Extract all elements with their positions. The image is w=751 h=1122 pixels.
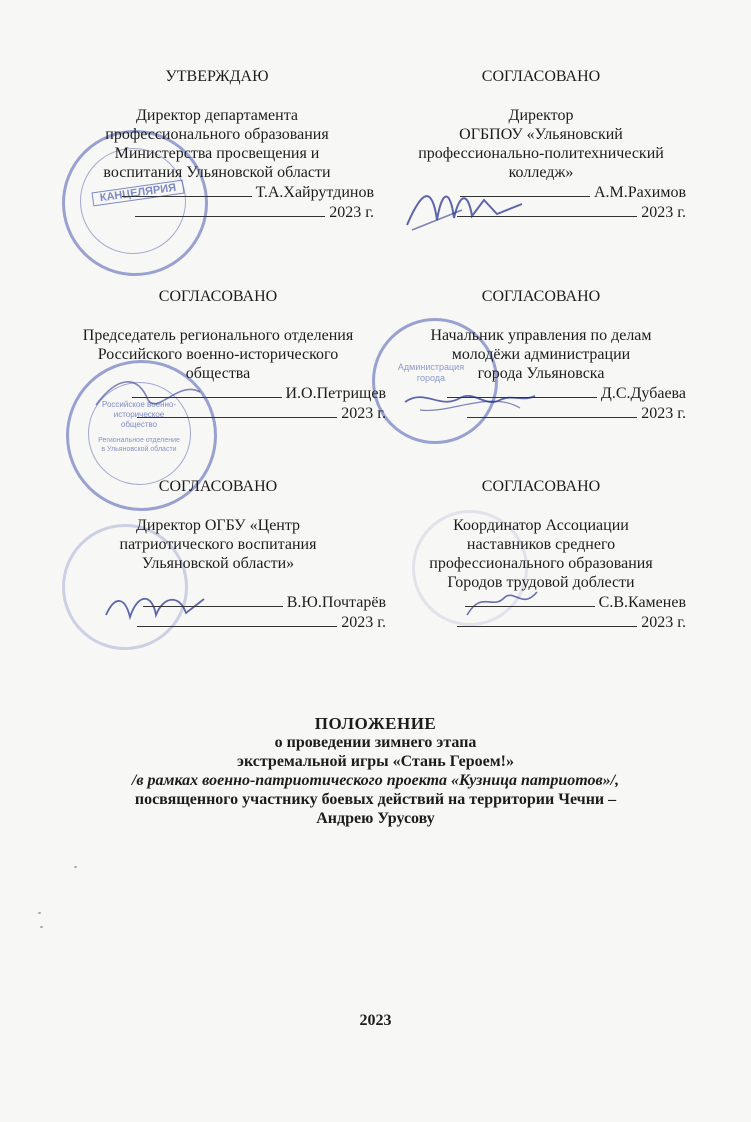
approval-block-college [396,67,686,222]
date-text: 2023 г. [641,614,686,631]
position-line: Директор [508,107,574,124]
signature-row [50,592,386,612]
date-text: 2023 г. [341,405,386,422]
title-line: посвященного участнику боевых действий на территории Чечни – [134,791,617,808]
position-line: Председатель регионального отделения [82,327,354,344]
date-blank [137,403,337,418]
stamp-label-administration: Администрация города [397,362,465,383]
date-row [50,403,386,423]
scan-speck [74,866,77,868]
position-line: профессионального образования [429,555,653,572]
signature-blank [465,592,595,607]
position-line: города Ульяновска [477,365,605,382]
signer-name: В.Ю.Почтарёв [286,594,386,611]
signature-row [50,383,386,403]
date-text: 2023 г. [329,204,374,221]
title-line-italic: /в рамках военно-патриотического проекта «Кузница патриотов»/, [131,772,620,789]
position-line: профессионального образования [105,126,329,143]
date-row [396,202,686,222]
signature-row [396,592,686,612]
date-text: 2023 г. [341,614,386,631]
stamp-sublabel-rvio: Региональное отделение в Ульяновской области [98,437,180,453]
position-line: общества [185,365,251,382]
date-row [60,202,374,222]
title-line: Андрею Урусову [316,810,435,827]
position-line: Директор департамента [136,107,298,124]
date-blank [137,612,337,627]
stamp-label-kancelyaria: КАНЦЕЛЯРИЯ [91,180,184,207]
date-row [396,403,686,423]
block-heading: СОГЛАСОВАНО [481,68,601,85]
position-line: Ульяновской области» [141,555,295,572]
signature-row [396,383,686,403]
signature-blank [122,182,252,197]
approval-block-ministry [60,67,374,222]
signer-name: А.М.Рахимов [593,184,686,201]
position-line: Российского военно-исторического [97,346,339,363]
approval-block-mentors-association [396,477,686,632]
position-line: Городов трудовой доблести [447,574,635,591]
signature-row [60,182,374,202]
signature-blank [460,182,590,197]
title-line: о проведении зимнего этапа [274,734,477,751]
signature-row [396,182,686,202]
date-blank [457,202,637,217]
document-year: 2023 [359,1012,392,1029]
position-line: колледж» [508,164,574,181]
approval-block-patriotic-center [50,477,386,632]
approval-block-youth-affairs [396,287,686,423]
position-line: профессионально-политехнический [418,145,664,162]
position-line: Министерства просвещения и [114,145,320,162]
title-line: экстремальной игры «Стань Героем!» [237,753,514,770]
position-line: Координатор Ассоциации [453,517,629,534]
position-line: воспитания Ульяновской области [103,164,331,181]
signature-blank [143,592,283,607]
position-line: ОГБПОУ «Ульяновский [459,126,623,143]
block-heading: СОГЛАСОВАНО [481,478,601,495]
scan-speck [38,912,41,914]
block-heading: УТВЕРЖДАЮ [165,68,269,85]
scan-speck [40,926,43,928]
signer-name: С.В.Каменев [598,594,686,611]
signature-blank [132,383,282,398]
approval-block-rvio [50,287,386,423]
date-blank [467,403,637,418]
signer-name: Д.С.Дубаева [600,385,686,402]
date-text: 2023 г. [641,405,686,422]
signer-name: И.О.Петрищев [285,385,386,402]
position-line: патриотического воспитания [119,536,317,553]
date-blank [135,202,325,217]
position-line: наставников среднего [466,536,616,553]
signer-name: Т.А.Хайрутдинов [255,184,374,201]
position-line: молодёжи администрации [451,346,631,363]
title-main: ПОЛОЖЕНИЕ [314,714,437,733]
date-row [50,612,386,632]
block-heading: СОГЛАСОВАНО [481,288,601,305]
date-row [396,612,686,632]
signature-blank [447,383,597,398]
date-text: 2023 г. [641,204,686,221]
position-line: Начальник управления по делам [430,327,652,344]
stamp-label-rvio: Российское военно-историческое общество [101,400,177,429]
block-heading: СОГЛАСОВАНО [158,478,278,495]
date-blank [457,612,637,627]
block-heading: СОГЛАСОВАНО [158,288,278,305]
document-title [60,714,691,828]
position-line: Директор ОГБУ «Центр [135,517,301,534]
